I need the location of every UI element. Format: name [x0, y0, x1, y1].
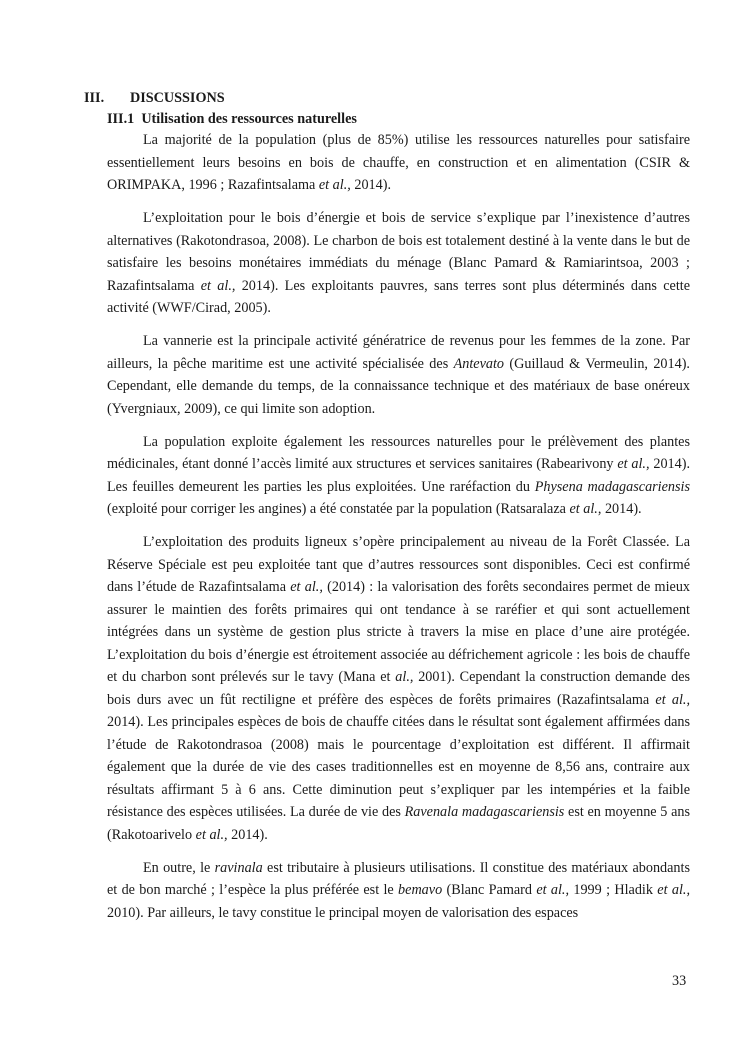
italic-text: Ravenala madagascariensis: [404, 804, 565, 821]
text-run: 2010). Par ailleurs, le tavy constitue le principal moyen de valorisation des espaces: [107, 904, 579, 921]
paragraph: [107, 207, 690, 320]
paragraph: [107, 129, 690, 197]
text-run: En outre, le: [143, 859, 215, 876]
text-run: 1999 ; Hladik: [569, 882, 658, 899]
text-run: est en moyenne 5 ans (Rakotoarivelo: [107, 804, 690, 843]
text-run: 2014).: [350, 177, 391, 193]
italic-text: et al.,: [290, 579, 323, 596]
italic-text: Physena madagascariensis: [534, 478, 690, 495]
italic-text: Antevato: [453, 355, 505, 372]
text-run: est tributaire à plusieurs utilisations. Il constitue des matériaux abondants et de bon marché ; l’espèce la plus préférée est le: [107, 859, 690, 899]
page-number: 33: [672, 973, 687, 989]
text-run: (Guillaud & Vermeulin, 2014). Cependant, elle demande du temps, de la connaissance technique et des matériaux de base onéreux (Yvergniaux, 2009), ce qui limite son adoption.: [107, 355, 690, 417]
text-run: 2001). Cependant la construction demande des bois durs avec un fût rectiligne et préfère des espèces de forêts primaires (Razafintsalama: [107, 669, 691, 708]
italic-text: et al.,: [655, 691, 690, 708]
text-run: La vannerie est la principale activité génératrice de revenus pour les femmes de la zone. Par ailleurs, la pêche maritime est une activité spécialisée des: [107, 333, 690, 372]
body-text: [107, 129, 690, 935]
italic-text: et al.,: [318, 177, 351, 193]
text-run: (2014) : la valorisation des forêts secondaires permet de mieux assurer le maintien des forêts primaires qui ont tendance à se raréfier et qui sont actuellement intégrées dans un système de gestion plus stricte à travers la mise en place d’une aire protégée. L’exploitation du bois d’énergie est étroitement associée au défrichement agricole : les bois de chauffe et du charbon sont prélevés sur le tavy (Mana et: [107, 579, 691, 686]
text-run: L’exploitation des produits ligneux s’opère principalement au niveau de la Forêt Classée. La Réserve Spéciale est peu exploitée tant que d’autres ressources sont disponibles. Ceci est confirmé dans l’étude de Razafintsalama: [107, 534, 690, 596]
italic-text: et al.,: [657, 882, 690, 899]
section-heading: [84, 89, 225, 107]
subsection-title: Utilisation des ressources naturelles: [141, 111, 357, 127]
text-run: 2014).: [227, 826, 268, 843]
text-run: (exploité pour corriger les angines) a été constatée par la population (Ratsaralaza: [107, 501, 570, 518]
italic-text: et al.: [569, 501, 598, 518]
section-number: III.: [84, 90, 105, 106]
italic-text: al.,: [395, 669, 414, 686]
section-title: DISCUSSIONS: [130, 90, 225, 106]
paragraph: [107, 431, 690, 521]
paragraph: [107, 330, 690, 420]
text-run: L’exploitation pour le bois d’énergie et bois de service s’explique par l’inexistence d’autres alternatives (Rakotondrasoa, 2008). Le charbon de bois est totalement destiné à la vente dans le but de satisfaire les besoins monétaires immédiats du ménage (Blanc Pamard & Ramiarintsoa, 2003 ; Razafintsalama: [107, 210, 690, 294]
text-run: 2014). Les principales espèces de bois de chauffe citées dans le résultat sont également affirmées dans l’étude de Rakotondrasoa (2008) mais le pourcentage d’exploitation est différent. Il affirmait également que la durée de vie des cases traditionnelles est en moyenne de 8,56 ans, contraire aux résultats affirmant 5 à 6 ans. Cette diminution peut s’expliquer par les intempéries et la faible résistance des espèces utilisées. La durée de vie des: [107, 714, 690, 821]
text-run: 2014). Les exploitants pauvres, sans terres sont plus déterminés dans cette activité (WWF/Cirad, 2005).: [107, 277, 690, 317]
subsection-heading: [107, 110, 357, 128]
text-run: (Blanc Pamard: [442, 882, 537, 899]
italic-text: et al.,: [195, 826, 228, 843]
italic-text: ravinala: [214, 859, 263, 876]
paragraph: [107, 857, 690, 925]
italic-text: et al.,: [617, 456, 650, 473]
italic-text: et al.,: [536, 882, 570, 899]
text-run: La population exploite également les ressources naturelles pour le prélèvement des plantes médicinales, étant donné l’accès limité aux structures et services sanitaires (Rabearivony: [107, 433, 690, 473]
subsection-number: III.1: [107, 111, 135, 127]
text-run: La majorité de la population (plus de 85%) utilise les ressources naturelles pour satisfaire essentiellement leurs besoins en bois de chauffe, en construction et en alimentation (CSIR & ORIMPAKA, 1996 ; Razafintsalama: [107, 132, 690, 193]
text-run: , 2014).: [597, 501, 642, 518]
paragraph: [107, 531, 690, 846]
italic-text: bemavo: [398, 882, 443, 899]
italic-text: et al.,: [200, 277, 236, 294]
text-run: 2014). Les feuilles demeurent les parties les plus exploitées. Une raréfaction du: [107, 456, 690, 495]
